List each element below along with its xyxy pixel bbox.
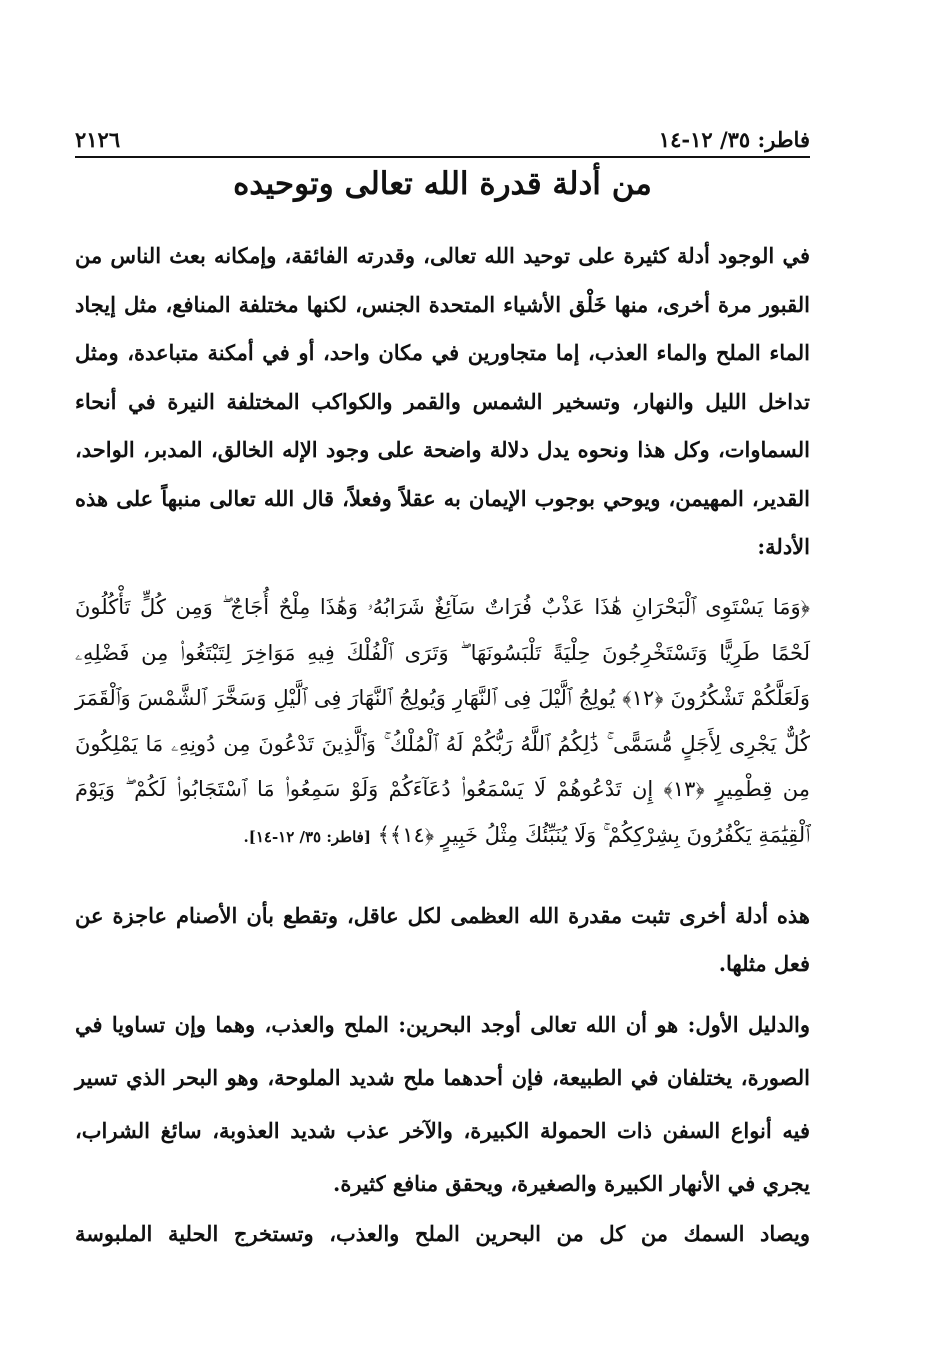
verse-citation: [فاطر: ٣٥/ ١٢-١٤]. bbox=[243, 827, 371, 846]
quran-verse-text: ﴿وَمَا يَسْتَوِى ٱلْبَحْرَانِ هَٰذَا عَذْبٌ فُرَاتٌ سَآئِغٌ شَرَابُهُۥ وَهَٰذَا مِلْحٌ أُجَاجٌ ۖ وَمِن كُلٍّ تَأْكُلُونَ لَحْمًا طَرِيًّا وَتَسْتَخْرِجُونَ حِلْيَةً تَلْبَسُونَهَا ۖ وَتَرَى ٱلْفُلْكَ فِيهِ مَوَاخِرَ لِتَبْتَغُوا۟ مِن فَضْلِهِۦ وَلَعَلَّكُمْ تَشْكُرُونَ ﴿١٢﴾ يُولِجُ ٱلَّيْلَ فِى ٱلنَّهَارِ وَيُولِجُ ٱلنَّهَارَ فِى ٱلَّيْلِ وَسَخَّرَ ٱلشَّمْسَ وَٱلْقَمَرَ كُلٌّ يَجْرِى لِأَجَلٍ مُّسَمًّى ۚ ذَٰلِكُمُ ٱللَّهُ رَبُّكُمْ لَهُ ٱلْمُلْكُ ۚ وَٱلَّذِينَ تَدْعُونَ مِن دُونِهِۦ مَا يَمْلِكُونَ مِن قِطْمِيرٍ ﴿١٣﴾ إِن تَدْعُوهُمْ لَا يَسْمَعُوا۟ دُعَآءَكُمْ وَلَوْ سَمِعُوا۟ مَا ٱسْتَجَابُوا۟ لَكُمْ ۖ وَيَوْمَ ٱلْقِيَٰمَةِ يَكْفُرُونَ بِشِرْكِكُمْ ۚ وَلَا يُنَبِّئُكَ مِثْلُ خَبِيرٍ ﴿١٤﴾﴾ bbox=[75, 595, 810, 847]
page-number: ٢١٢٦ bbox=[75, 127, 121, 152]
after-verse-paragraph: هذه أدلة أخرى تثبت مقدرة الله العظمى لكل عاقل، وتقطع بأن الأصنام عاجزة عن فعل مثلها. bbox=[75, 903, 810, 976]
page-header bbox=[75, 112, 810, 158]
first-proof-paragraph bbox=[75, 998, 810, 1210]
first-proof-lead: والدليل الأول: bbox=[687, 1012, 810, 1037]
surah-reference: فاطر: ٣٥/ ١٢-١٤ bbox=[658, 127, 810, 152]
continuation-line: ويصاد السمك من كل من البحرين الملح والعذب، وتستخرج الحلية الملبوسة bbox=[75, 1221, 810, 1246]
quran-verse-block bbox=[75, 585, 810, 860]
first-proof-text: هو أن الله تعالى أوجد البحرين: الملح والعذب، وهما وإن تساويا في الصورة، يختلفان في الطبيعة، فإن أحدهما ملح شديد الملوحة، وهو البحر الذي تسير فيه أنواع السفن ذات الحمولة الكبيرة، والآخر عذب شديد العذوبة، سائغ الشراب، يجري في الأنهار الكبيرة والصغيرة، ويحقق منافع كثيرة. bbox=[75, 1012, 810, 1196]
section-title: من أدلة قدرة الله تعالى وتوحيده bbox=[233, 166, 652, 202]
intro-paragraph: في الوجود أدلة كثيرة على توحيد الله تعالى، وقدرته الفائقة، وإمكانه بعث الناس من القبور مرة أخرى، منها خَلْق الأشياء المتحدة الجنس، لكنها مختلفة المنافع، مثل إيجاد الماء الملح والماء العذب، إما متجاورين في مكان واحد، أو في أمكنة متباعدة، ومثل تداخل الليل والنهار، وتسخير الشمس والقمر والكواكب المختلفة النيرة في أنحاء السماوات، وكل هذا ونحوه يدل دلالة واضحة على وجود الإله الخالق، المدبر، الواحد، القدير، المهيمن، ويوحي بوجوب الإيمان به عقلاً وفعلاً، قال الله تعالى منبهاً على هذه الأدلة: bbox=[75, 243, 810, 559]
